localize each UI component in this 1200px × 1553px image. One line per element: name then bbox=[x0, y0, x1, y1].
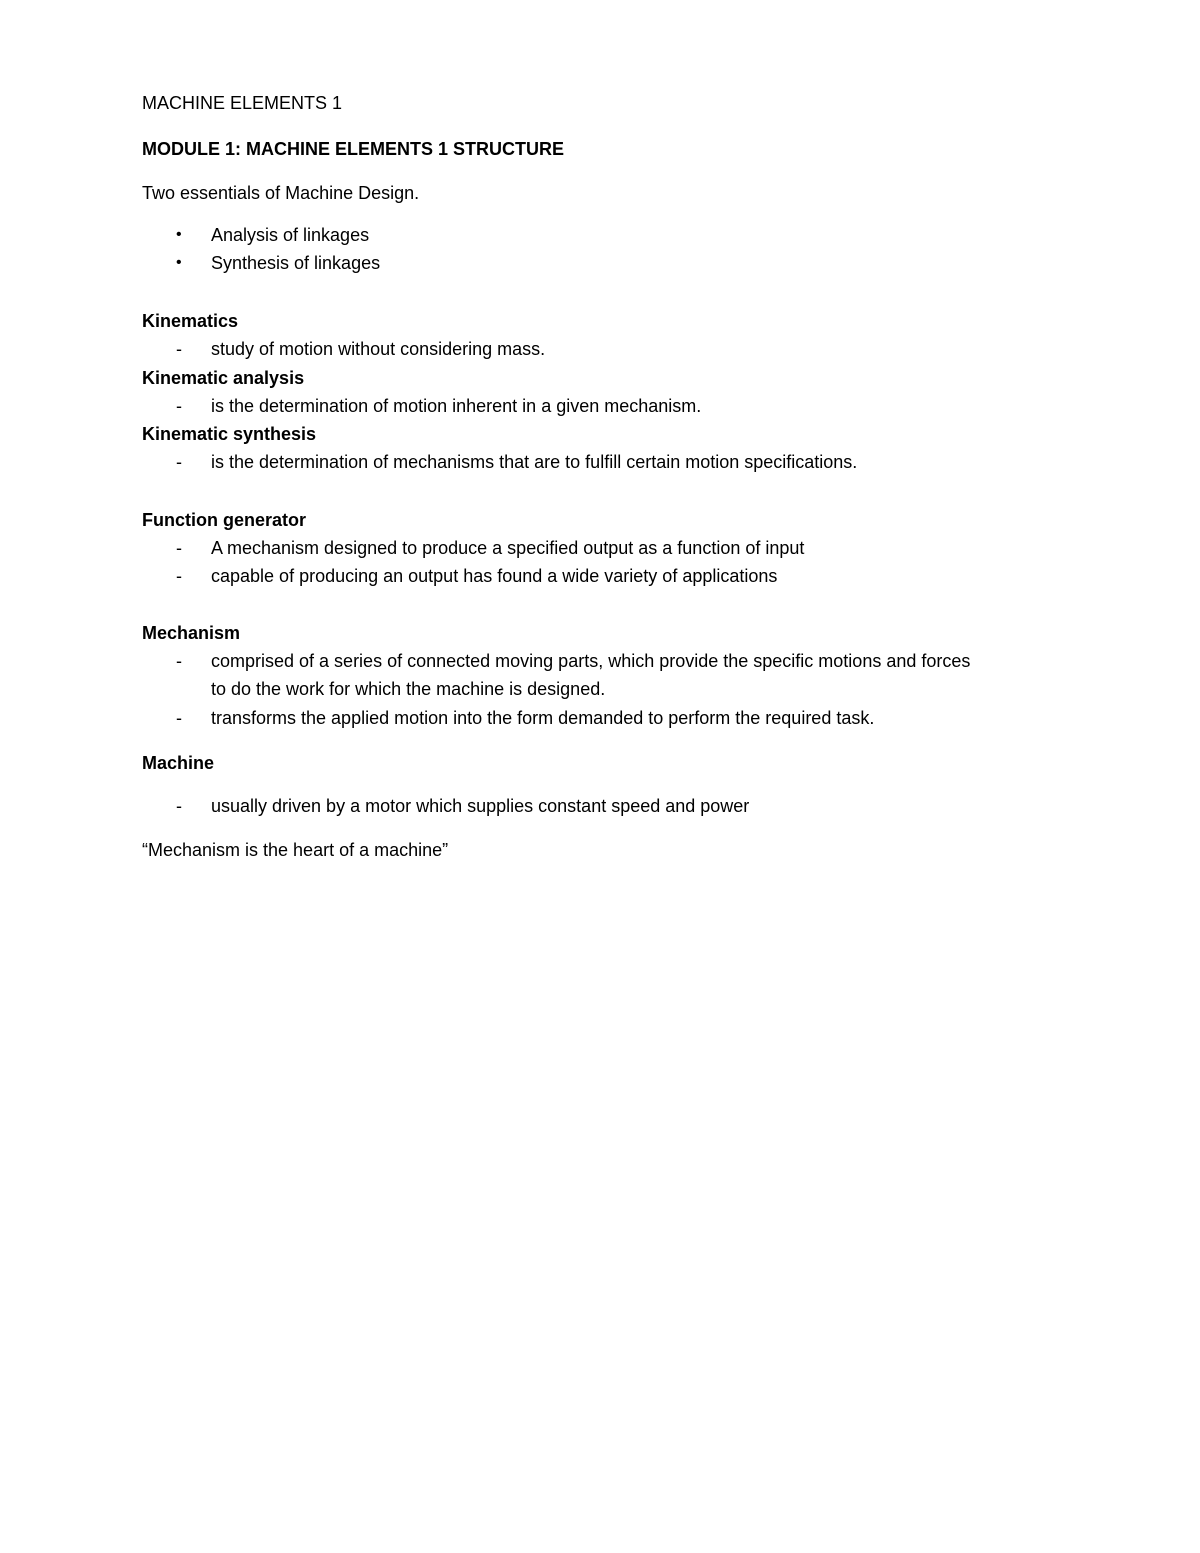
dash-marker: - bbox=[176, 651, 182, 671]
dash-marker: - bbox=[176, 538, 182, 558]
list-item: transforms the applied motion into the form demanded to perform the required task. bbox=[211, 708, 875, 728]
bullet-item: Analysis of linkages bbox=[211, 225, 370, 245]
bullet-marker: • bbox=[176, 226, 182, 243]
dash-marker: - bbox=[176, 566, 182, 586]
list-item: is the determination of mechanisms that are to fulfill certain motion specifications. bbox=[211, 452, 858, 472]
bullet-item: Synthesis of linkages bbox=[211, 253, 381, 273]
bullet-marker: • bbox=[176, 254, 182, 271]
list-item: capable of producing an output has found a wide variety of applications bbox=[211, 566, 778, 586]
module-heading: MODULE 1: MACHINE ELEMENTS 1 STRUCTURE bbox=[142, 139, 565, 159]
closing-quote: “Mechanism is the heart of a machine” bbox=[142, 840, 449, 860]
dash-marker: - bbox=[176, 796, 182, 816]
dash-marker: - bbox=[176, 396, 182, 416]
section-heading-machine: Machine bbox=[142, 753, 215, 773]
dash-marker: - bbox=[176, 452, 182, 472]
list-item: usually driven by a motor which supplies constant speed and power bbox=[211, 796, 750, 816]
document-title: MACHINE ELEMENTS 1 bbox=[142, 93, 343, 113]
list-item-continuation: to do the work for which the machine is designed. bbox=[211, 679, 606, 699]
intro-text: Two essentials of Machine Design. bbox=[142, 183, 420, 203]
list-item: comprised of a series of connected moving parts, which provide the specific motions and forces bbox=[211, 651, 971, 671]
section-heading-kinematics: Kinematics bbox=[142, 311, 239, 331]
list-item: A mechanism designed to produce a specified output as a function of input bbox=[211, 538, 805, 558]
dash-marker: - bbox=[176, 708, 182, 728]
dash-marker: - bbox=[176, 339, 182, 359]
section-heading-mechanism: Mechanism bbox=[142, 623, 241, 643]
list-item: is the determination of motion inherent in a given mechanism. bbox=[211, 396, 702, 416]
section-heading-kinematic-synthesis: Kinematic synthesis bbox=[142, 424, 317, 444]
list-item: study of motion without considering mass. bbox=[211, 339, 546, 359]
section-heading-function-generator: Function generator bbox=[142, 510, 307, 530]
section-heading-kinematic-analysis: Kinematic analysis bbox=[142, 368, 305, 388]
